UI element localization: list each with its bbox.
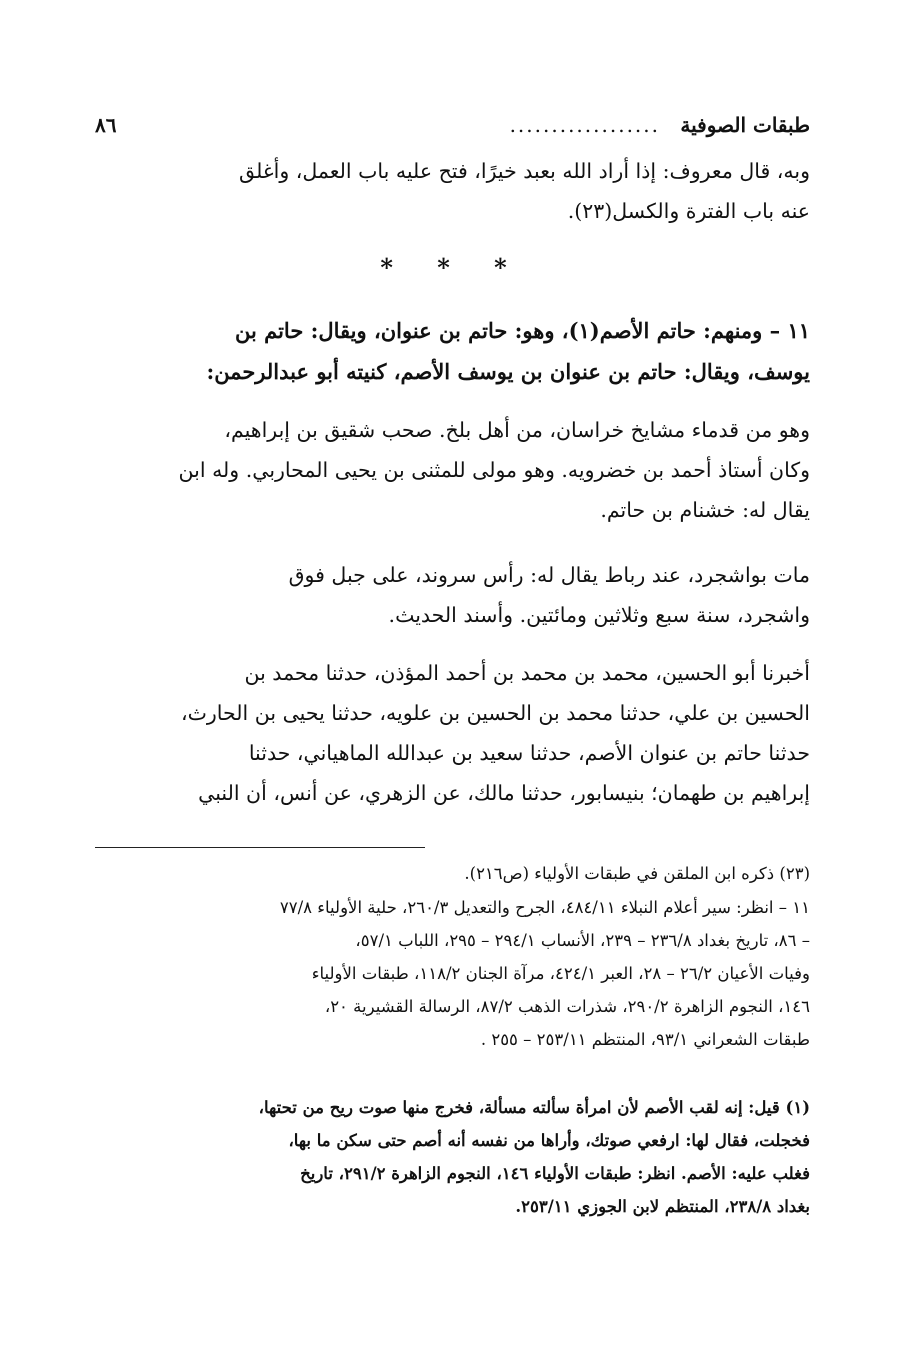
text-line: حدثنا حاتم بن عنوان الأصم، حدثنا سعيد بن عبدالله الماهياني، حدثنا (248, 741, 810, 765)
text-line: يقال له: خشنام بن حاتم. (600, 498, 810, 522)
footnote-23 (95, 857, 810, 890)
section-separator: * * * (380, 253, 525, 282)
text-line: مات بواشجرد، عند رباط يقال له: رأس سروند، على جبل فوق (288, 563, 810, 587)
text-line: أخبرنا أبو الحسين، محمد بن محمد بن أحمد المؤذن، حدثنا محمد بن (244, 661, 810, 685)
footnote-line: بغداد ٢٣٨/٨، المنتظم لابن الجوزي ٢٥٣/١١. (515, 1197, 810, 1216)
footnote-line: وفيات الأعيان ٢٦/٢ – ٢٨، العبر ٤٢٤/١، مرآة الجنان ١١٨/٢، طبقات الأولياء (311, 964, 810, 983)
footnote-divider (95, 847, 425, 848)
paragraph-biography (95, 410, 810, 530)
footnote-line: ١١ – انظر: سير أعلام النبلاء ٤٨٤/١١، الجرح والتعديل ٢٦٠/٣، حلية الأولياء ٧٧/٨ (279, 898, 810, 917)
entry-heading (95, 310, 810, 392)
footnote-11 (95, 891, 810, 1056)
footnote-line: (٢٣) ذكره ابن الملقن في طبقات الأولياء (ص٢١٦). (464, 864, 810, 883)
header-dots: .................. (509, 113, 660, 137)
running-title: طبقات الصوفية (680, 113, 810, 137)
footnote-line: ١٤٦، النجوم الزاهرة ٢٩٠/٢، شذرات الذهب ٨٧/٢، الرسالة القشيرية ٢٠، (324, 997, 810, 1016)
heading-line: يوسف، ويقال: حاتم بن عنوان بن يوسف الأصم، كنيته أبو عبدالرحمن: (206, 359, 810, 384)
footnote-line: (١) قيل: إنه لقب الأصم لأن امرأة سألته مسألة، فخرج منها صوت ريح من تحتها، (258, 1098, 810, 1117)
text-line: وبه، قال معروف: إذا أراد الله بعبد خيرًا، فتح عليه باب العمل، وأغلق (239, 159, 810, 183)
footnote-line: – ٨٦، تاريخ بغداد ٢٣٦/٨ – ٢٣٩، الأنساب ٢٩٤/١ – ٢٩٥، اللباب ٥٧/١، (355, 931, 810, 950)
footnote-line: فخجلت، فقال لها: ارفعي صوتك، وأراها من نفسه أنه أصم حتى سكن ما بها، (288, 1131, 810, 1150)
text-line: عنه باب الفترة والكسل(٢٣). (567, 199, 810, 223)
book-page (95, 105, 810, 1265)
page-number: ٨٦ (95, 113, 117, 137)
text-line: إبراهيم بن طهمان؛ بنيسابور، حدثنا مالك، عن الزهري، عن أنس، أن النبي (198, 781, 810, 805)
text-line: وهو من قدماء مشايخ خراسان، من أهل بلخ. صحب شقيق بن إبراهيم، (224, 418, 810, 442)
footnote-line: فغلب عليه: الأصم. انظر: طبقات الأولياء ١٤٦، النجوم الزاهرة ٢٩١/٢، تاريخ (300, 1164, 810, 1183)
page-header (95, 113, 810, 145)
text-line: الحسين بن علي، حدثنا محمد بن الحسين بن علويه، حدثنا يحيى بن الحارث، (180, 701, 810, 725)
paragraph-death (95, 555, 810, 635)
text-line: واشجرد، سنة سبع وثلاثين ومائتين. وأسند الحديث. (388, 603, 810, 627)
intro-paragraph (95, 151, 810, 231)
footnote-line: طبقات الشعراني ٩٣/١، المنتظم ٢٥٣/١١ – ٢٥٥ . (480, 1030, 810, 1049)
paragraph-isnad (95, 653, 810, 813)
text-line: وكان أستاذ أحمد بن خضرويه. وهو مولى للمثنى بن يحيى المحاربي. وله ابن (178, 458, 810, 482)
heading-line: ١١ – ومنهم: حاتم الأصم(١)، وهو: حاتم بن عنوان، ويقال: حاتم بن (234, 318, 810, 343)
footnote-1 (95, 1091, 810, 1223)
